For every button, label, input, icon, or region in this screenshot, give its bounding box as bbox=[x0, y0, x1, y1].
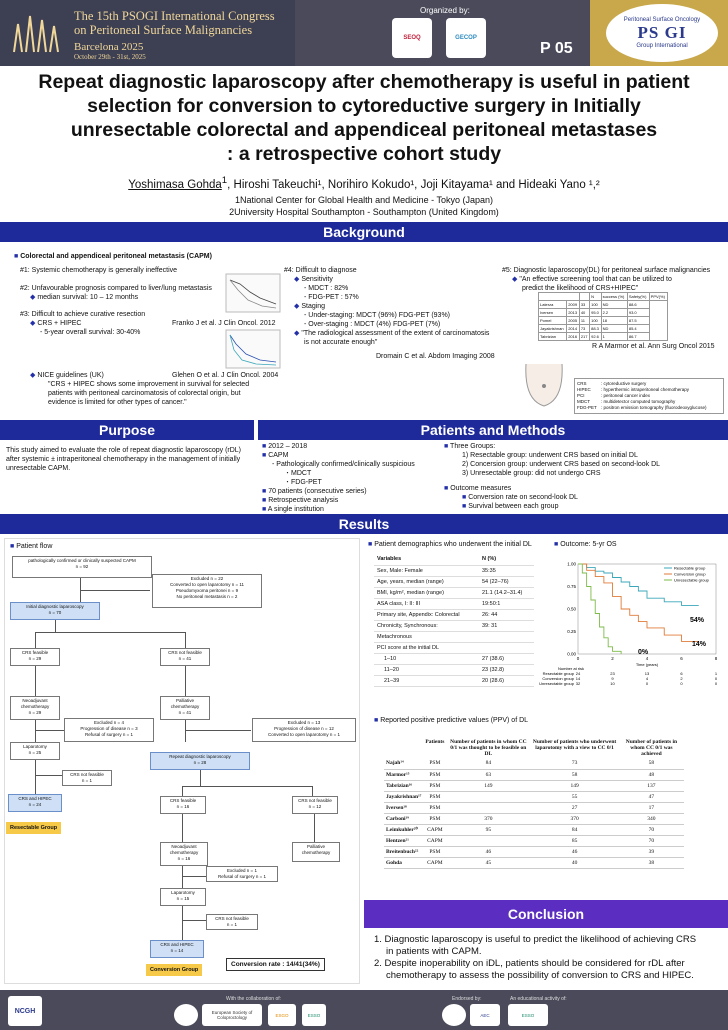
ppv-table bbox=[384, 738, 684, 869]
congress-logo-icon bbox=[10, 12, 66, 56]
demo-val: 39: 31 bbox=[479, 620, 534, 631]
ppv-row bbox=[384, 791, 684, 802]
ppv-cell bbox=[446, 802, 530, 813]
km-risk-value: 24 bbox=[575, 671, 581, 676]
psogi-logo: Peritoneal Surface Oncology PS GI Group International bbox=[606, 4, 718, 62]
bg-point-2: #2: Unfavourable prognosis compared to liver/lung metastasis bbox=[20, 285, 212, 292]
demo-val: 54 (22–76) bbox=[479, 576, 534, 587]
demo-th: Variables bbox=[374, 554, 479, 565]
ppv-cell: CAPM bbox=[423, 835, 446, 846]
footer-logo-6: AEC bbox=[470, 1004, 500, 1026]
km-risk-value: 13 bbox=[644, 671, 650, 676]
ppv-cell: 17 bbox=[619, 802, 684, 813]
km-risk-label: Resectable group bbox=[542, 671, 574, 676]
flow-excl-1-box: Excluded n = 22 Converted to open laparotomy n = 11 Pseudomyxoma peritonei n = 9 No peritoneal metastasis n = 2 bbox=[152, 574, 262, 608]
km-risk-label: Unresectable group bbox=[539, 681, 574, 686]
methods-col-1: ■ 2012 – 2018 ■ CAPM - Pathologically confirmed/clinically suspicious ・MDCT ・FDG-PET ■ 70 patients (consecutive series) ■ Retrospective analysis ■ A single institution bbox=[262, 443, 415, 513]
conversion-group-label: Conversion Group bbox=[146, 964, 202, 976]
demo-val: 35:35 bbox=[479, 565, 534, 576]
abbrev-val: : cytoreductive surgery bbox=[601, 381, 647, 386]
flow-excl-3-box: Excluded n = 13 Progression of disease n = 12 Converted to open laparotomy n = 1 bbox=[252, 718, 356, 742]
ppv-title: ■ Reported positive predictive values (PPV) of DL bbox=[374, 717, 529, 724]
demo-var: 1–10 bbox=[374, 653, 479, 664]
km-survival-chart bbox=[539, 554, 726, 694]
abbrev-val: : peritoneal cancer index bbox=[601, 393, 651, 398]
mini-td: 100 bbox=[590, 301, 601, 309]
demo-var: BMI, kg/m², median (range) bbox=[374, 587, 479, 598]
mini-td: 87.5 bbox=[627, 317, 649, 325]
km-risk-title: Number at risk bbox=[558, 666, 585, 671]
mini-table-row bbox=[539, 309, 668, 317]
ppv-row bbox=[384, 835, 684, 846]
demographics-table bbox=[374, 554, 534, 687]
mini-td: 33 bbox=[579, 301, 589, 309]
flow-connector bbox=[185, 720, 186, 742]
abbreviation-box bbox=[574, 378, 724, 414]
mini-td: 217 bbox=[579, 333, 589, 341]
mini-td: 2005 bbox=[567, 317, 580, 325]
ppv-cell: 84 bbox=[446, 758, 530, 769]
ppv-th: Number of patients who underwent laparotomy with a view to CC 0/1 bbox=[532, 739, 617, 751]
demo-row bbox=[374, 565, 534, 576]
ppv-th bbox=[384, 738, 423, 758]
flow-palliative-2: Palliative chemotherapy bbox=[292, 842, 340, 862]
km-ytick: 0.00 bbox=[567, 651, 576, 657]
dl-mini-table bbox=[538, 292, 668, 341]
km-xtick: 8 bbox=[714, 656, 718, 661]
km-risk-value: 0 bbox=[714, 681, 718, 686]
ppv-cell: PSM bbox=[423, 769, 446, 780]
results-heading: Results bbox=[0, 514, 728, 534]
demo-var: Age, years, median (range) bbox=[374, 576, 479, 587]
survival-figure-2 bbox=[226, 330, 280, 368]
ppv-cell: 40 bbox=[530, 857, 619, 868]
footer-logo-1 bbox=[174, 1004, 198, 1026]
km-risk-value: 4 bbox=[645, 676, 649, 681]
flow-crs-not-feasible-4: CRS not feasible n = 1 bbox=[206, 914, 258, 930]
ppv-cell: PSM bbox=[423, 758, 446, 769]
flow-connector bbox=[35, 720, 36, 742]
bg-point-3c: - 5-year overall survival: 30-40% bbox=[40, 329, 141, 336]
mini-td: Iversen bbox=[539, 309, 567, 317]
ppv-cell: Breitenbuch²² bbox=[384, 846, 423, 857]
demo-row bbox=[374, 587, 534, 598]
demo-row bbox=[374, 642, 534, 653]
ppv-cell: 70 bbox=[619, 835, 684, 846]
km-xlabel: Time (years) bbox=[635, 662, 659, 667]
demo-var: Sex, Male: Female bbox=[374, 565, 479, 576]
footer-logo-5 bbox=[442, 1004, 466, 1026]
ppv-cell: 27 bbox=[530, 802, 619, 813]
demo-var: 21–39 bbox=[374, 675, 479, 686]
flow-crs-feasible-2: CRS feasible n = 16 bbox=[160, 796, 206, 814]
ppv-cell: 58 bbox=[530, 769, 619, 780]
flow-repeat-dl-box: Repeat diagnostic laparoscopy n = 28 bbox=[150, 752, 250, 770]
km-ytick: 0.25 bbox=[567, 629, 576, 634]
ppv-cell: Iversen¹⁸ bbox=[384, 802, 423, 813]
ppv-cell: 55 bbox=[530, 791, 619, 802]
flow-connector bbox=[182, 866, 183, 888]
ppv-row bbox=[384, 802, 684, 813]
ppv-row bbox=[384, 780, 684, 791]
km-xtick: 0 bbox=[576, 656, 580, 661]
mini-td: Jayakrishnan bbox=[539, 325, 567, 333]
mini-td: Laterza bbox=[539, 301, 567, 309]
demo-row bbox=[374, 631, 534, 642]
ppv-cell: 46 bbox=[530, 846, 619, 857]
ncgh-logo: NCGH bbox=[8, 996, 42, 1026]
demo-row bbox=[374, 576, 534, 587]
flow-neoadjuvant-1: Neoadjuvant chemotherapy n = 29 bbox=[10, 696, 60, 720]
mini-td: 2016 bbox=[567, 333, 580, 341]
abbrev-key: FDG-PET bbox=[577, 405, 597, 410]
ppv-cell: 63 bbox=[446, 769, 530, 780]
mini-table-row bbox=[539, 333, 668, 341]
flow-crs-not-feasible-2: CRS not feasible n = 1 bbox=[62, 770, 112, 786]
km-xtick: 4 bbox=[645, 656, 649, 661]
flow-connector bbox=[35, 666, 36, 696]
mini-td: Tabrizian bbox=[539, 333, 567, 341]
abdomen-diagram-icon bbox=[520, 360, 568, 410]
demo-val: 23 (32.8) bbox=[479, 664, 534, 675]
nice-quote: "CRS + HIPEC shows some improvement in survival for selected patients with peritoneal carcinomatosis of colorectal origin, but evidence is limited for other types of cancer." bbox=[48, 381, 250, 406]
bg-point-3: #3: Difficult to achieve curative resection bbox=[20, 311, 146, 318]
flow-connector bbox=[35, 730, 65, 731]
bg-point-3b: ◆ CRS + HIPEC bbox=[30, 320, 82, 327]
conclusion-heading: Conclusion bbox=[364, 900, 728, 928]
conversion-rate-box: Conversion rate : 14/41(34%) bbox=[226, 958, 325, 971]
ppv-cell: 46 bbox=[446, 846, 530, 857]
ppv-cell: 70 bbox=[619, 824, 684, 835]
demo-header bbox=[374, 554, 534, 565]
flow-laparotomy-2: Laparotomy n = 15 bbox=[160, 888, 206, 906]
flow-connector bbox=[35, 632, 36, 648]
nice-label: ◆ NICE guidelines (UK) bbox=[30, 372, 104, 379]
abbrev-key: PCI bbox=[577, 393, 585, 398]
mini-td: 40 bbox=[579, 309, 589, 317]
flow-connector bbox=[182, 906, 183, 940]
mini-td: 2.2 bbox=[601, 309, 627, 317]
ppv-cell: 58 bbox=[619, 758, 684, 769]
km-ytick: 0.75 bbox=[567, 584, 576, 589]
mini-th: PPV(%) bbox=[649, 293, 667, 301]
abbrev-key: HIPEC bbox=[577, 387, 591, 392]
methods-col-2: ■ Three Groups: 1) Resectable group: underwent CRS based on initial DL 2) Concersion group: underwent CRS based on second-look DL 3) Unresectable group: did not undergo CRS ■ Outcome measures ■ Conversion rate on second-look DL ■ Survival between each group bbox=[444, 443, 661, 510]
km-risk-value: 32 bbox=[575, 681, 581, 686]
km-pct-label: 14% bbox=[692, 641, 707, 648]
congress-city: Barcelona 2025 bbox=[74, 41, 144, 53]
ppv-cell: 39 bbox=[619, 846, 684, 857]
mini-td: Pomel bbox=[539, 317, 567, 325]
km-legend-label: Conversion group bbox=[674, 571, 706, 577]
ppv-cell: 38 bbox=[619, 857, 684, 868]
mini-th: Safety(%) bbox=[627, 293, 649, 301]
flow-connector bbox=[182, 786, 312, 787]
km-legend-label: Unresectable group bbox=[674, 577, 709, 583]
flow-connector bbox=[55, 620, 56, 632]
endorsed-label: Endorsed by: bbox=[452, 996, 482, 1002]
congress-name: The 15th PSOGI International Congress on Peritoneal Surface Malignancies bbox=[74, 9, 275, 37]
affiliations: 1National Center for Global Health and Medicine - Tokyo (Japan) 2University Hospital Southampton - Southampton (United Kingdom) bbox=[229, 195, 499, 217]
collab-label: With the collaboration of: bbox=[226, 996, 282, 1002]
methods-heading: Patients and Methods bbox=[258, 420, 728, 440]
demo-var: Chronicity, Synchronous: bbox=[374, 620, 479, 631]
flow-top-box: pathologically confirmed or clinically suspected CAPM n = 92 bbox=[12, 556, 152, 578]
mini-td: 2009 bbox=[567, 301, 580, 309]
ppv-cell: Tabrizian¹⁶ bbox=[384, 780, 423, 791]
demo-row bbox=[374, 620, 534, 631]
ppv-th: Number of patients in whom CC 0/1 was achieved bbox=[625, 739, 678, 757]
ppv-row bbox=[384, 824, 684, 835]
poster-title: Repeat diagnostic laparoscopy after chemotherapy is useful in patient selection for conversion to cytoreductive surgery in Initially unresectable colorectal and appendiceal peritoneal metastases : a retrospective cohort study bbox=[38, 71, 690, 165]
resectable-group-label: Resectable Group bbox=[6, 822, 61, 834]
ppv-cell: 137 bbox=[619, 780, 684, 791]
ppv-cell: 47 bbox=[619, 791, 684, 802]
km-risk-value: 10 bbox=[610, 681, 615, 686]
ppv-cell: PSM bbox=[423, 802, 446, 813]
flow-connector bbox=[182, 814, 183, 844]
flow-connector bbox=[185, 730, 251, 731]
ppv-cell: Leimkuhler²⁰ bbox=[384, 824, 423, 835]
demo-row bbox=[374, 598, 534, 609]
ppv-cell: 370 bbox=[530, 813, 619, 824]
demo-var: 11–20 bbox=[374, 664, 479, 675]
survival-figure-1 bbox=[226, 274, 280, 312]
congress-dates: October 29th - 31st, 2025 bbox=[74, 53, 146, 61]
demo-row bbox=[374, 664, 534, 675]
franko-citation: Franko J et al. J Clin Oncol. 2012 bbox=[172, 320, 276, 327]
demo-var: PCI score at the initial DL bbox=[374, 642, 479, 653]
km-risk-value: 1 bbox=[714, 671, 718, 676]
flow-connector bbox=[314, 814, 315, 844]
abbrev-val: : multidetector computed tomography bbox=[601, 399, 676, 404]
ppv-row bbox=[384, 758, 684, 769]
bg-point-5: #5: Diagnostic laparoscopy(DL) for peritoneal surface malignancies ◆ "An effective screening tool that can be utilized to predict the likelihood of CRS+HIPEC" bbox=[502, 267, 711, 292]
km-legend-label: Resectable group bbox=[674, 565, 706, 571]
ppv-cell: PSM bbox=[423, 846, 446, 857]
abbrev-val: : hyperthermic intraperitoneal chemotherapy bbox=[601, 387, 690, 392]
footer-logo-2: European Society of Coloproctology bbox=[202, 1004, 262, 1026]
purpose-text: This study aimed to evaluate the role of repeat diagnostic laparoscopy (rDL) after systemic ± intraperitoneal chemotherapy in the management of initially unresectable CAPM. bbox=[6, 447, 242, 472]
footer-logo-7: ESSO bbox=[508, 1004, 548, 1026]
organized-by-label: Organized by: bbox=[420, 6, 470, 15]
demo-val bbox=[479, 642, 534, 653]
flow-crs-hipec-2: CRS and HIPEC n = 14 bbox=[150, 940, 204, 958]
mini-td: 100 bbox=[590, 317, 601, 325]
abbrev-item bbox=[577, 405, 721, 411]
ppv-cell: 84 bbox=[530, 824, 619, 835]
mini-td: 92.6 bbox=[590, 333, 601, 341]
mini-th: N bbox=[590, 293, 601, 301]
km-risk-value: 0 bbox=[645, 681, 649, 686]
mini-table-row bbox=[539, 301, 668, 309]
km-risk-value: 0 bbox=[680, 681, 683, 686]
km-ytick: 1.00 bbox=[567, 561, 576, 567]
ppv-cell: 45 bbox=[446, 857, 530, 868]
ppv-row bbox=[384, 769, 684, 780]
flow-connector bbox=[35, 775, 63, 776]
ppv-cell: 340 bbox=[619, 813, 684, 824]
mini-td: 2013 bbox=[567, 309, 580, 317]
demographics-title: ■ Patient demographics who underwent the initial DL bbox=[368, 541, 532, 548]
purpose-heading: Purpose bbox=[0, 420, 254, 440]
demo-var: Metachronous bbox=[374, 631, 479, 642]
mini-td: 11 bbox=[579, 317, 589, 325]
ppv-cell: CAPM bbox=[423, 857, 446, 868]
marmor-citation: R A Marmor et al. Ann Surg Oncol 2015 bbox=[592, 343, 715, 350]
flow-neoadjuvant-2: Neoadjuvant chemotherapy n = 16 bbox=[160, 842, 208, 866]
km-risk-label: Conversion group bbox=[542, 676, 574, 681]
mini-table-row bbox=[539, 317, 668, 325]
demo-th: N (%) bbox=[479, 554, 534, 565]
mini-td: 93.0 bbox=[627, 309, 649, 317]
ppv-cell: 73 bbox=[530, 758, 619, 769]
flow-connector bbox=[185, 666, 186, 696]
demo-var: Primary site, Appendix: Colorectal bbox=[374, 609, 479, 620]
mini-td: 86.7 bbox=[627, 333, 649, 341]
ppv-row bbox=[384, 813, 684, 824]
footer-logo-4: ESSO bbox=[302, 1004, 326, 1026]
mini-td: 88.3 bbox=[590, 325, 601, 333]
km-pct-label: 54% bbox=[690, 617, 705, 624]
mini-th bbox=[579, 293, 589, 301]
km-risk-value: 9 bbox=[611, 676, 614, 681]
demo-val: 19:50:1 bbox=[479, 598, 534, 609]
abbrev-key: MDCT bbox=[577, 399, 590, 404]
footer-bar bbox=[0, 990, 728, 1030]
flow-crs-not-feasible-1: CRS not feasible n = 41 bbox=[160, 648, 210, 666]
ppv-cell: PSM bbox=[423, 813, 446, 824]
ppv-cell: PSM bbox=[423, 780, 446, 791]
ppv-cell: CAPM bbox=[423, 824, 446, 835]
km-risk-value: 23 bbox=[610, 671, 615, 676]
flow-connector bbox=[185, 632, 186, 648]
footer-logo-3: ESGO bbox=[268, 1004, 296, 1026]
flow-connector bbox=[35, 760, 36, 794]
demo-val: 20 (28.6) bbox=[479, 675, 534, 686]
ppv-cell: Najah¹⁴ bbox=[384, 758, 423, 769]
flow-excl-4-box: Excluded n = 1 Refusal of surgery n = 1 bbox=[206, 866, 278, 882]
flow-connector bbox=[200, 770, 201, 786]
authors: Yoshimasa Gohda$^1$, Hiroshi Takeuchi¹, Norihiro Kokudo¹, Joji Kitayama¹ and Hideaki Yano ¹,² bbox=[128, 175, 600, 191]
bg-point-1: #1: Systemic chemotherapy is generally ineffective bbox=[20, 267, 178, 274]
mini-td: 95.0 bbox=[590, 309, 601, 317]
ppv-cell: PSM bbox=[423, 791, 446, 802]
mini-td: 88.6 bbox=[627, 301, 649, 309]
abbrev-key: CRS bbox=[577, 381, 587, 386]
demo-val: 27 (38.6) bbox=[479, 653, 534, 664]
km-risk-value: 6 bbox=[680, 671, 683, 676]
demo-row bbox=[374, 609, 534, 620]
ppv-cell: 149 bbox=[530, 780, 619, 791]
km-xtick: 2 bbox=[611, 656, 614, 661]
flow-initial-dl-box: Initial diagnostic laparoscopy n = 70 bbox=[10, 602, 100, 620]
ppv-th: Patients bbox=[425, 739, 445, 745]
ppv-cell: Gohda bbox=[384, 857, 423, 868]
flow-excl-2-box: Excluded n = 4 Progression of disease n = 3 Refusal of surgery n = 1 bbox=[64, 718, 154, 742]
background-heading: Background bbox=[0, 222, 728, 242]
poster-number: P 05 bbox=[540, 40, 573, 57]
ppv-row bbox=[384, 846, 684, 857]
ppv-row bbox=[384, 857, 684, 868]
demo-row bbox=[374, 675, 534, 686]
patient-flow-title: ■ Patient flow bbox=[10, 543, 53, 550]
demo-val: 21.1 (14.2–31.4) bbox=[479, 587, 534, 598]
ppv-cell: Marmor¹⁵ bbox=[384, 769, 423, 780]
mini-td: 85.4 bbox=[627, 325, 649, 333]
ppv-header bbox=[384, 738, 684, 758]
km-pct-label: 0% bbox=[638, 649, 649, 656]
activity-label: An educational activity of: bbox=[510, 996, 567, 1002]
ppv-cell: 48 bbox=[619, 769, 684, 780]
demo-val: 26: 44 bbox=[479, 609, 534, 620]
capm-heading: ■ Colorectal and appendiceal peritoneal metastasis (CAPM) bbox=[14, 253, 212, 260]
conclusion-text: 1. Diagnostic laparoscopy is useful to predict the likelihood of achieving CRS in patients with CAPM. 2. Despite inoperability on iDL, patients should be considered for rDL after chemotherapy to assess the possibility of conversion to CRS and HIPEC. bbox=[374, 934, 697, 981]
mini-table-header bbox=[539, 293, 668, 301]
flow-palliative-1: Palliative chemotherapy n = 41 bbox=[160, 696, 210, 720]
mini-td: 73 bbox=[579, 325, 589, 333]
km-ytick: 0.50 bbox=[567, 606, 576, 612]
flow-crs-feasible-1: CRS feasible n = 29 bbox=[10, 648, 60, 666]
abbrev-val: : positron emission tomography (fluorodeoxyglucose) bbox=[601, 405, 707, 410]
flow-connector bbox=[182, 920, 208, 921]
km-risk-value: 2 bbox=[680, 676, 683, 681]
flow-crs-hipec-1: CRS and HIPEC n = 24 bbox=[8, 794, 62, 812]
ppv-cell: 370 bbox=[446, 813, 530, 824]
km-risk-value: 0 bbox=[714, 676, 718, 681]
mini-td: 2014 bbox=[567, 325, 580, 333]
mini-th: success (%) bbox=[601, 293, 627, 301]
demo-val bbox=[479, 631, 534, 642]
ppv-cell bbox=[446, 791, 530, 802]
ppv-cell: Carboni¹⁹ bbox=[384, 813, 423, 824]
glehen-citation: Glehen O et al. J Clin Oncol. 2004 bbox=[172, 372, 279, 379]
ppv-cell: 95 bbox=[446, 824, 530, 835]
flow-connector bbox=[182, 876, 208, 877]
mini-td: ND bbox=[601, 301, 627, 309]
gecop-logo: GECOP bbox=[446, 18, 486, 58]
dromain-citation: Dromain C et al. Abdom Imaging 2008 bbox=[376, 353, 495, 360]
flow-laparotomy-1: Laparotomy n = 25 bbox=[10, 742, 60, 760]
mini-table-row bbox=[539, 325, 668, 333]
demo-row bbox=[374, 653, 534, 664]
mini-td: ND bbox=[601, 325, 627, 333]
ppv-cell: Jayakrishnan¹⁷ bbox=[384, 791, 423, 802]
seoq-logo: SEOQ bbox=[392, 18, 432, 58]
flow-connector bbox=[35, 632, 185, 633]
flow-crs-not-feasible-3: CRS not feasible n = 12 bbox=[292, 796, 338, 814]
ppv-cell: 85 bbox=[530, 835, 619, 846]
mini-th bbox=[539, 293, 580, 301]
mini-td: 1 bbox=[601, 333, 627, 341]
flow-connector bbox=[80, 590, 150, 591]
mini-td: 18 bbox=[601, 317, 627, 325]
demo-var: ASA class, I: II: III bbox=[374, 598, 479, 609]
km-risk-value: 14 bbox=[575, 676, 581, 681]
km-xtick: 6 bbox=[680, 656, 683, 661]
ppv-cell: Hentzen²¹ bbox=[384, 835, 423, 846]
ppv-cell bbox=[446, 835, 530, 846]
bg-point-4: #4: Difficult to diagnose ◆ Sensitivity - MDCT : 82% - FDG-PET : 57% ◆ Staging - Under-staging: MDCT (96%) FDG-PET (93%) - Over-staging : MDCT (4%) FDG-PET (7%) ◆ "The radiological assessment of the extent of carcinomatosis is not accurate enough" bbox=[284, 267, 490, 346]
os-title: ■ Outcome: 5-yr OS bbox=[554, 541, 617, 548]
bg-point-2b: ◆ median survival: 10 – 12 months bbox=[30, 294, 139, 301]
ppv-th: Number of patients in whom CC 0/1 was thought to be feasible on DL bbox=[450, 739, 527, 757]
ppv-cell: 149 bbox=[446, 780, 530, 791]
